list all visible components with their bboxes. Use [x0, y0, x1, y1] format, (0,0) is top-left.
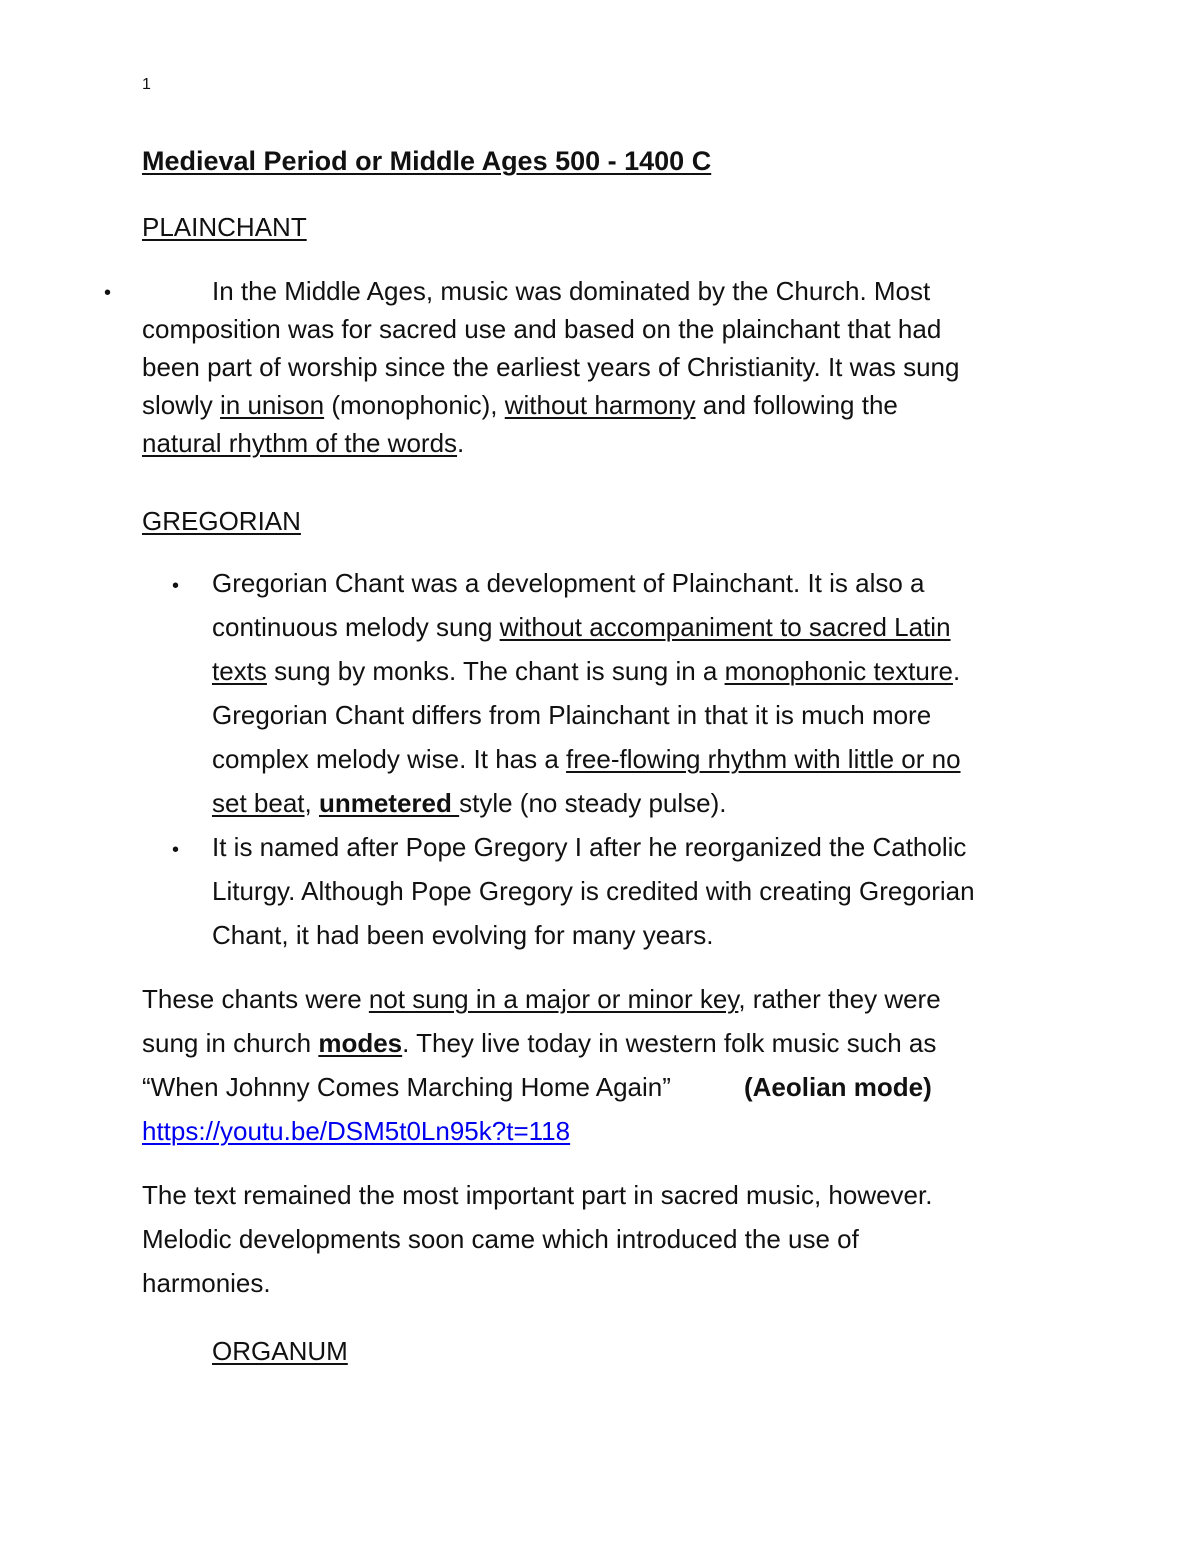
underlined-term: monophonic texture [724, 656, 953, 686]
text-line [142, 386, 898, 424]
text-span: and following the [695, 390, 898, 420]
text-span: style (no steady pulse). [459, 788, 727, 818]
bullet-icon: • [172, 575, 180, 597]
underlined-term: natural rhythm of the words [142, 428, 458, 458]
text-line: In the Middle Ages, music was dominated by the Church. Most [212, 276, 931, 306]
text-span: . [457, 428, 465, 458]
page-number: 1 [142, 76, 151, 93]
underlined-term: free-flowing rhythm with little or no [566, 744, 961, 774]
text-line [142, 424, 464, 462]
text-line: Liturgy. Although Pope Gregory is credited with creating Gregorian [212, 876, 975, 906]
underlined-bold-term: modes [318, 1028, 403, 1058]
text-span: , rather they were [738, 984, 941, 1014]
text-line [212, 652, 960, 690]
text-line: been part of worship since the earliest years of Christianity. It was sung [142, 352, 960, 382]
text-line [142, 1024, 936, 1062]
text-span: . They live today in western folk music such as [402, 1028, 937, 1058]
text-span: (monophonic), [324, 390, 505, 420]
text-line: Chant, it had been evolving for many years. [212, 920, 714, 950]
text-line [142, 1112, 570, 1150]
text-span: slowly [142, 390, 221, 420]
bullet-icon: • [104, 282, 112, 304]
underlined-term: in unison [220, 390, 325, 420]
underlined-term: texts [212, 656, 267, 686]
document-title: Medieval Period or Middle Ages 500 - 1400 C [142, 146, 712, 176]
text-span: These chants were [142, 984, 369, 1014]
text-span: , [304, 788, 319, 818]
text-line: Gregorian Chant differs from Plainchant in that it is much more [212, 700, 932, 730]
text-span: complex melody wise. It has a [212, 744, 567, 774]
text-span: . [952, 656, 961, 686]
text-span: sung by monks. The chant is sung in a [266, 656, 725, 686]
section-heading-plainchant: PLAINCHANT [142, 212, 307, 242]
youtube-link[interactable]: https://youtu.be/DSM5t0Ln95k?t=118 [142, 1116, 571, 1146]
text-span: continuous melody sung [212, 612, 500, 642]
underlined-term: set beat [212, 788, 305, 818]
section-heading-organum: ORGANUM [212, 1336, 348, 1366]
text-line: The text remained the most important part in sacred music, however. [142, 1180, 933, 1210]
section-heading-gregorian: GREGORIAN [142, 506, 301, 536]
text-line [212, 740, 961, 778]
text-line: Gregorian Chant was a development of Plainchant. It is also a [212, 568, 925, 598]
bullet-icon: • [172, 839, 180, 861]
text-span: sung in church [142, 1028, 319, 1058]
text-line [212, 784, 726, 822]
text-line: Melodic developments soon came which introduced the use of [142, 1224, 859, 1254]
mode-label: (Aeolian mode) [744, 1072, 932, 1102]
underlined-term: without accompaniment to sacred Latin [499, 612, 951, 642]
text-line: composition was for sacred use and based on the plainchant that had [142, 314, 942, 344]
text-line: It is named after Pope Gregory I after he reorganized the Catholic [212, 832, 967, 862]
text-line [142, 980, 941, 1018]
text-line: harmonies. [142, 1268, 271, 1298]
song-title: “When Johnny Comes Marching Home Again” [142, 1072, 671, 1102]
underlined-bold-term: unmetered [318, 788, 460, 818]
underlined-term: without harmony [504, 390, 696, 420]
text-line [212, 608, 951, 646]
text-line [142, 1068, 671, 1106]
underlined-term: not sung in a major or minor key [368, 984, 739, 1014]
